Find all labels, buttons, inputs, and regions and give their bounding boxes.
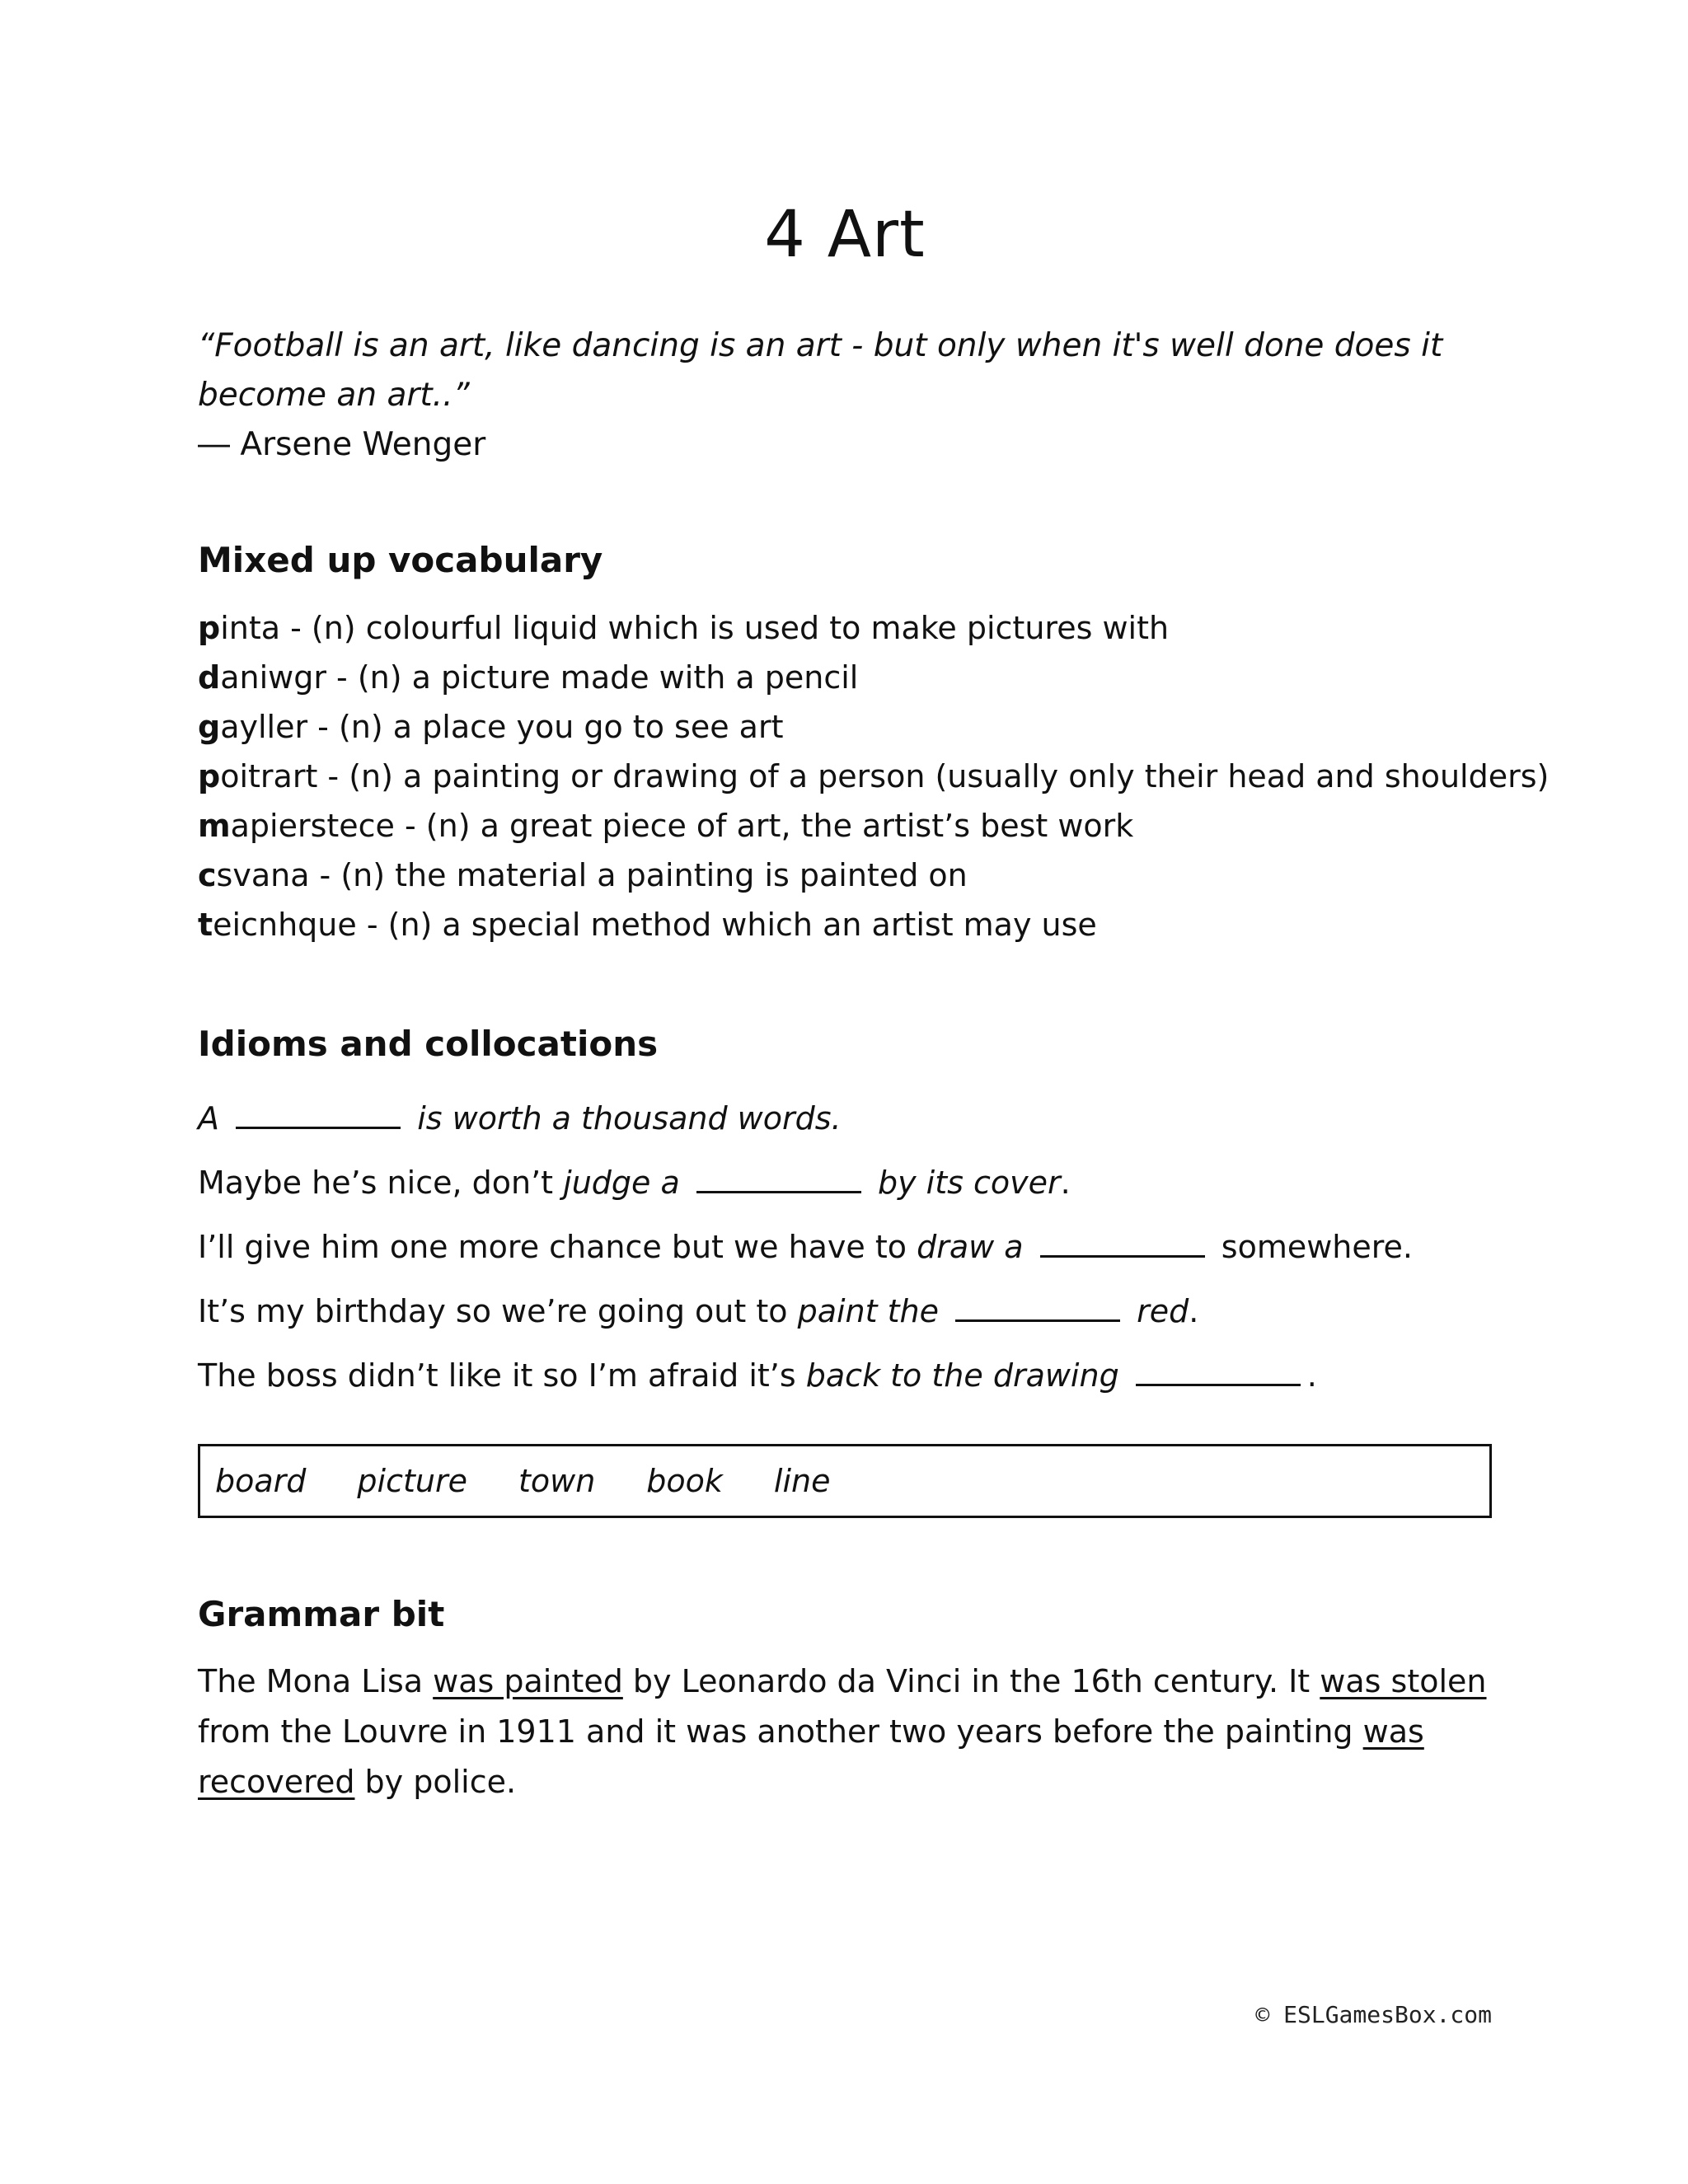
underlined-verb: was painted [433, 1663, 623, 1699]
word-bank-item: board [215, 1463, 307, 1499]
idioms-heading: Idioms and collocations [198, 1024, 659, 1064]
vocabulary-list [198, 603, 1549, 949]
word-bank [198, 1444, 1492, 1518]
list-item: mapierstece - (n) a great piece of art, the artist’s best work [198, 808, 1134, 844]
list-item: daniwgr - (n) a picture made with a pencil [198, 659, 859, 696]
answer-blank[interactable] [696, 1161, 861, 1193]
underlined-verb: was recovered [198, 1713, 1424, 1800]
footer-text: ESLGamesBox.com [1283, 2001, 1492, 2028]
idiom-sentence: It’s my birthday so we’re going out to paint the red. [198, 1279, 1413, 1343]
word-bank-item: picture [357, 1463, 467, 1499]
quote-author: ― Arsene Wenger [198, 426, 486, 463]
vocabulary-heading: Mixed up vocabulary [198, 540, 603, 580]
idiom-sentence: Maybe he’s nice, don’t judge a by its cover. [198, 1151, 1413, 1215]
idioms-list [198, 1086, 1413, 1408]
word-bank-item: book [646, 1463, 723, 1499]
answer-blank[interactable] [1040, 1226, 1205, 1258]
answer-blank[interactable] [1136, 1354, 1301, 1386]
idiom-sentence: I’ll give him one more chance but we have to draw a somewhere. [198, 1215, 1413, 1279]
list-item: pinta - (n) colourful liquid which is used to make pictures with [198, 610, 1170, 646]
copyright-icon: © [1255, 2001, 1270, 2028]
page-title: 4 Art [764, 198, 926, 272]
word-bank-item: line [773, 1463, 831, 1499]
list-item: csvana - (n) the material a painting is painted on [198, 857, 968, 893]
list-item: teicnhque - (n) a special method which an artist may use [198, 907, 1097, 943]
list-item: poitrart - (n) a painting or drawing of a person (usually only their head and shoulders) [198, 758, 1550, 794]
answer-blank[interactable] [955, 1290, 1120, 1322]
grammar-paragraph: The Mona Lisa was painted by Leonardo da Vinci in the 16th century. It was stolen from the Louvre in 1911 and it was another two years before the painting was recovered by police. [198, 1663, 1487, 1800]
idiom-sentence: A is worth a thousand words. [198, 1086, 1413, 1151]
underlined-verb: was stolen [1320, 1663, 1487, 1699]
grammar-heading: Grammar bit [198, 1594, 445, 1634]
copyright-footer [1255, 2001, 1492, 2028]
word-bank-item: town [518, 1463, 596, 1499]
quote-text: “Football is an art, like dancing is an art - but only when it's well done does it become an art..” [198, 327, 1443, 414]
idiom-sentence: The boss didn’t like it so I’m afraid it’s back to the drawing . [198, 1343, 1413, 1408]
list-item: gayller - (n) a place you go to see art [198, 709, 784, 745]
answer-blank[interactable] [236, 1097, 401, 1129]
